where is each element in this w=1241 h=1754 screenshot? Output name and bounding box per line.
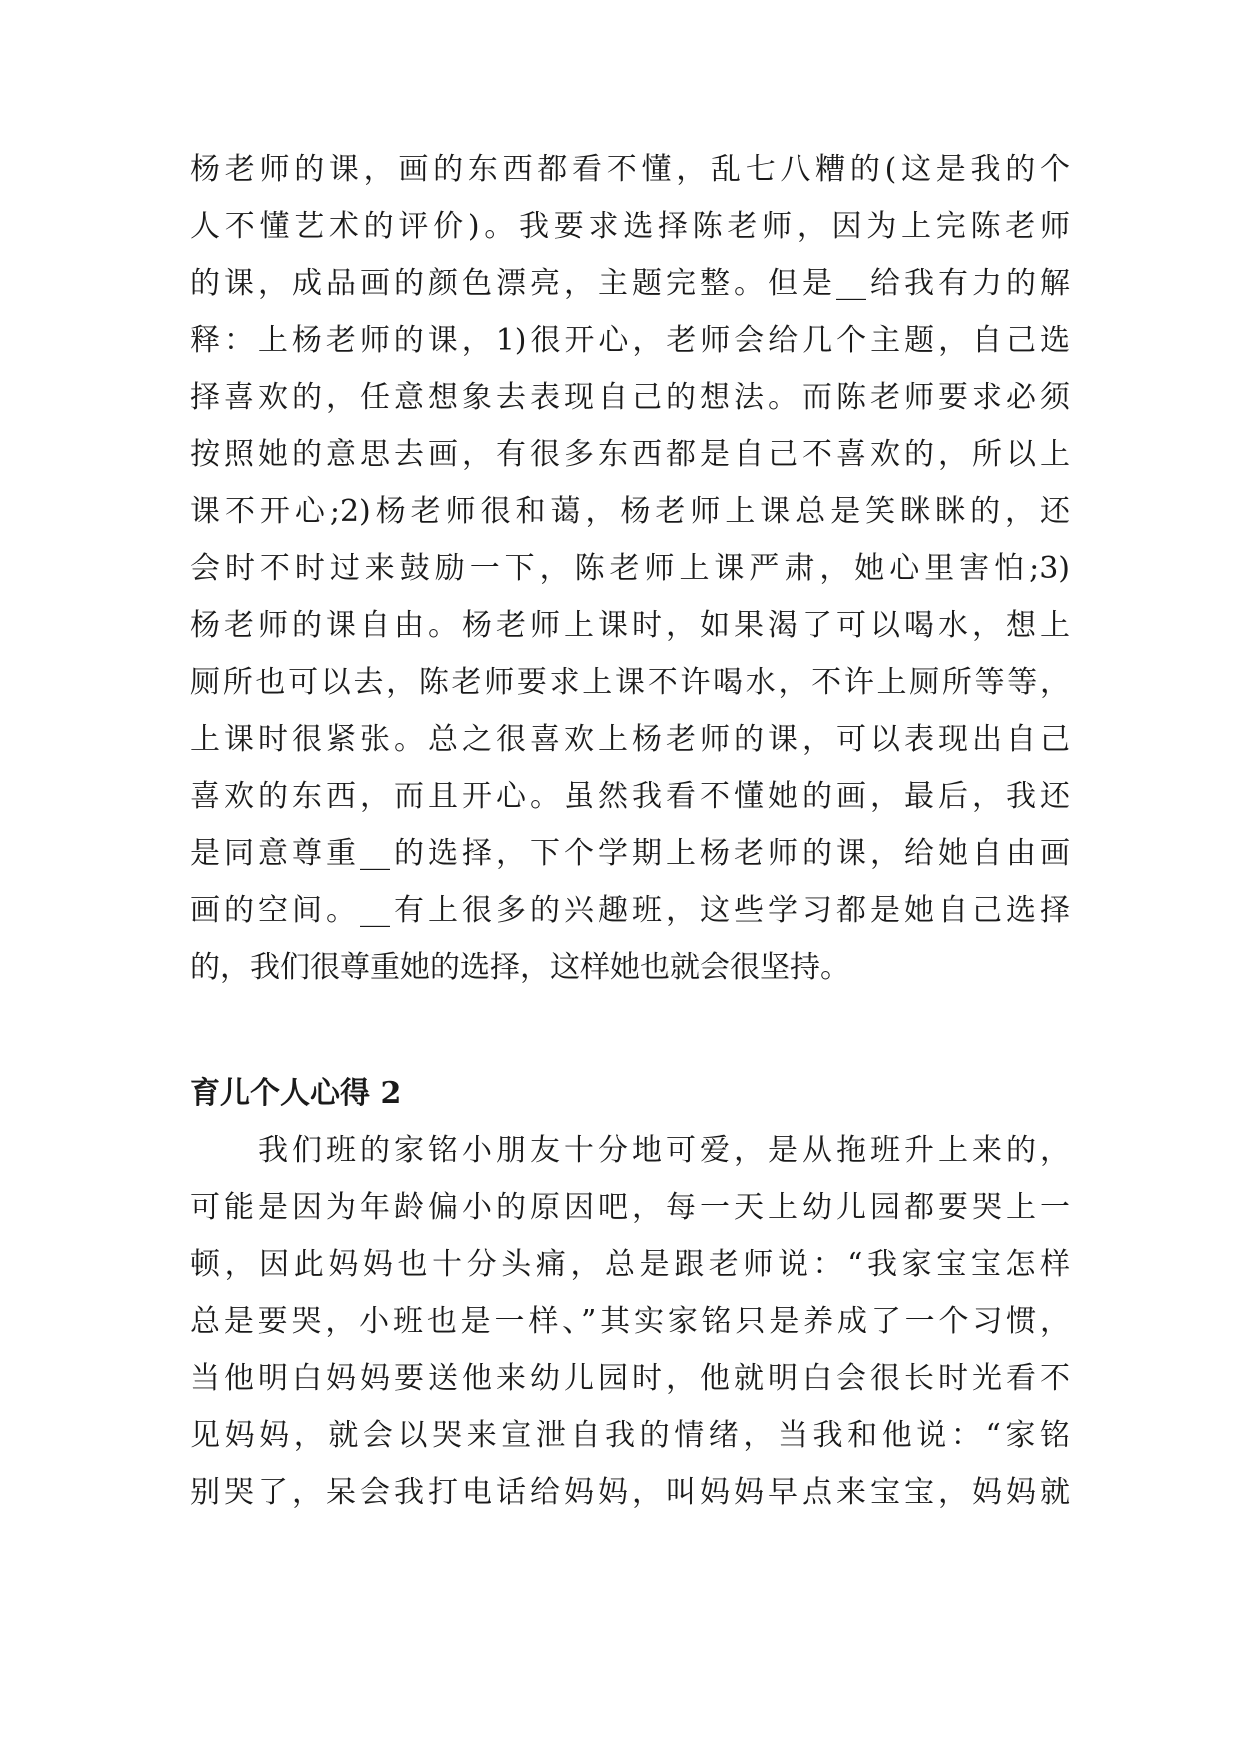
paragraph-1-line-6: 按照她的意思去画，有很多东西都是自己不喜欢的，所以上 [190,437,1070,472]
paragraph-1-line-2: 人不懂艺术的评价)。我要求选择陈老师，因为上完陈老师 [190,209,1070,244]
paragraph-1-line-8: 会时不时过来鼓励一下，陈老师上课严肃，她心里害怕;3) [190,551,1070,586]
section-2-line-3: 顿，因此妈妈也十分头痛，总是跟老师说：“我家宝宝怎样 [190,1247,1070,1282]
paragraph-1-line-5: 择喜欢的，任意想象去表现自己的想法。而陈老师要求必须 [190,380,1070,415]
paragraph-1-line-10: 厕所也可以去，陈老师要求上课不许喝水，不许上厕所等等， [190,665,1070,700]
paragraph-1-line-4: 释：上杨老师的课，1)很开心，老师会给几个主题，自己选 [190,323,1070,358]
paragraph-1-line-7: 课不开心;2)杨老师很和蔼，杨老师上课总是笑眯眯的，还 [190,494,1070,529]
paragraph-1-line-1: 杨老师的课，画的东西都看不懂，乱七八糟的(这是我的个 [190,152,1070,187]
section-2-line-5: 当他明白妈妈要送他来幼儿园时，他就明白会很长时光看不 [190,1361,1070,1396]
paragraph-1-line-14: 画的空间。__有上很多的兴趣班，这些学习都是她自己选择 [190,893,1070,928]
paragraph-1-line-9: 杨老师的课自由。杨老师上课时，如果渴了可以喝水，想上 [190,608,1070,643]
section-2-line-6: 见妈妈，就会以哭来宣泄自我的情绪，当我和他说：“家铭 [190,1418,1070,1453]
section-2-line-4: 总是要哭，小班也是一样、”其实家铭只是养成了一个习惯， [190,1304,1070,1339]
section-2-line-2: 可能是因为年龄偏小的原因吧，每一天上幼儿园都要哭上一 [190,1190,1070,1225]
section-2-line-7: 别哭了，呆会我打电话给妈妈，叫妈妈早点来宝宝，妈妈就 [190,1475,1070,1510]
paragraph-1-line-13: 是同意尊重__的选择，下个学期上杨老师的课，给她自由画 [190,836,1070,871]
paragraph-1-line-15: 的，我们很尊重她的选择，这样她也就会很坚持。 [190,950,850,985]
paragraph-1-line-11: 上课时很紧张。总之很喜欢上杨老师的课，可以表现出自己 [190,722,1070,757]
paragraph-1-line-3: 的课，成品画的颜色漂亮，主题完整。但是__给我有力的解 [190,266,1070,301]
section-heading: 育儿个人心得 2 [190,1076,402,1111]
paragraph-1-line-12: 喜欢的东西，而且开心。虽然我看不懂她的画，最后，我还 [190,779,1070,814]
section-2-line-1: 我们班的家铭小朋友十分地可爱，是从拖班升上来的， [258,1133,1070,1168]
